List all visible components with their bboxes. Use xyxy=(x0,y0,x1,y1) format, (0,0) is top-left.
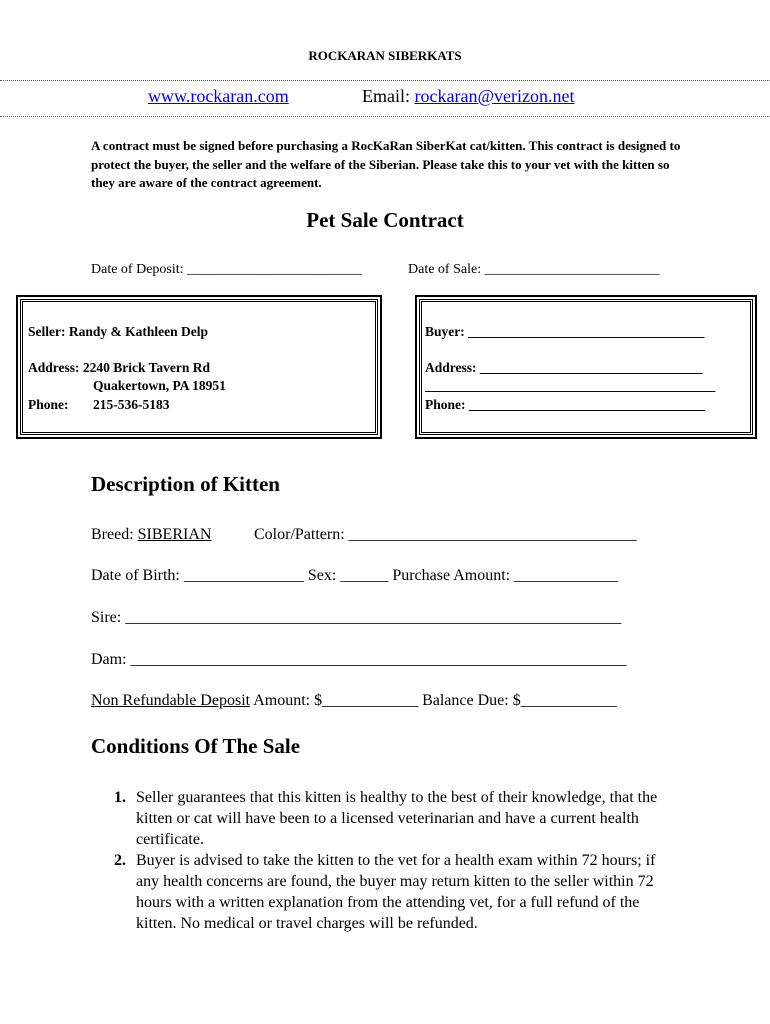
seller-phone-row xyxy=(28,396,368,415)
condition-text: Buyer is advised to take the kitten to the vet for a health exam within 72 hours; if any health concerns are found, the buyer may return kitten to the seller within 72 hours with a written explanation from the attending vet, for a full refund of the kitten. No medical or travel charges will be refunded. xyxy=(136,852,656,932)
color-pattern-field[interactable]: Color/Pattern: ____________________________________ xyxy=(254,526,637,543)
seller-box xyxy=(20,299,378,435)
seller-address-line1: Address: 2240 Brick Tavern Rd xyxy=(28,359,211,375)
email-link[interactable]: rockaran@verizon.net xyxy=(414,86,575,106)
breed-row xyxy=(91,526,211,544)
birth-sex-amount-field[interactable]: Date of Birth: _______________ Sex: ______ Purchase Amount: _____________ xyxy=(91,567,619,584)
header-divider-top xyxy=(0,80,770,81)
conditions-heading: Conditions Of The Sale xyxy=(91,734,301,758)
breed-value: SIBERIAN xyxy=(137,526,212,543)
buyer-address-field[interactable]: Address: _________________________________ xyxy=(425,359,703,375)
website-link[interactable]: www.rockaran.com xyxy=(148,86,289,106)
condition-text: Seller guarantees that this kitten is healthy to the best of their knowledge, that the kitten or cat will have been to a licensed veterinarian and have a current health certificate. xyxy=(136,789,658,848)
dam-field[interactable]: Dam: ______________________________________________________________ xyxy=(91,651,627,668)
contract-title: Pet Sale Contract xyxy=(306,208,464,232)
date-of-deposit: Date of Deposit: _________________________ xyxy=(91,262,363,277)
deposit-amount-balance: Amount: $____________ Balance Due: $____________ xyxy=(250,692,617,709)
buyer-box xyxy=(419,299,753,435)
email-block xyxy=(362,86,575,107)
deposit-row[interactable] xyxy=(91,692,617,710)
intro-paragraph: A contract must be signed before purchasing a RocKaRan SiberKat cat/kitten. This contract is designed to protect the buyer, the seller and the welfare of the Siberian. Please take this to your vet with the kitten so they are aware of the contract agreement. xyxy=(91,138,681,190)
buyer-address-field-2[interactable]: ___________________________________________ xyxy=(425,378,716,393)
condition-number: 2. xyxy=(114,852,126,869)
condition-item xyxy=(114,850,659,934)
condition-item xyxy=(114,787,659,850)
seller-address-line2: Quakertown, PA 18951 xyxy=(93,378,226,393)
seller-phone: 215-536-5183 xyxy=(93,396,170,412)
email-label: Email: xyxy=(362,86,410,106)
condition-number: 1. xyxy=(114,789,126,806)
date-of-sale: Date of Sale: _________________________ xyxy=(408,262,660,277)
seller-name: Seller: Randy & Kathleen Delp xyxy=(28,324,208,339)
buyer-phone-field[interactable]: Phone: ___________________________________ xyxy=(425,396,706,412)
sire-field[interactable]: Sire: ______________________________________________________________ xyxy=(91,609,622,626)
conditions-list xyxy=(114,787,659,934)
description-heading: Description of Kitten xyxy=(91,472,280,496)
deposit-label: Non Refundable Deposit xyxy=(91,692,251,709)
seller-phone-label: Phone: xyxy=(28,396,69,412)
header-divider-bottom xyxy=(0,116,770,117)
buyer-name-field[interactable]: Buyer: ___________________________________ xyxy=(425,324,705,339)
page-header-title: ROCKARAN SIBERKATS xyxy=(308,48,462,63)
breed-label: Breed: xyxy=(91,526,138,543)
